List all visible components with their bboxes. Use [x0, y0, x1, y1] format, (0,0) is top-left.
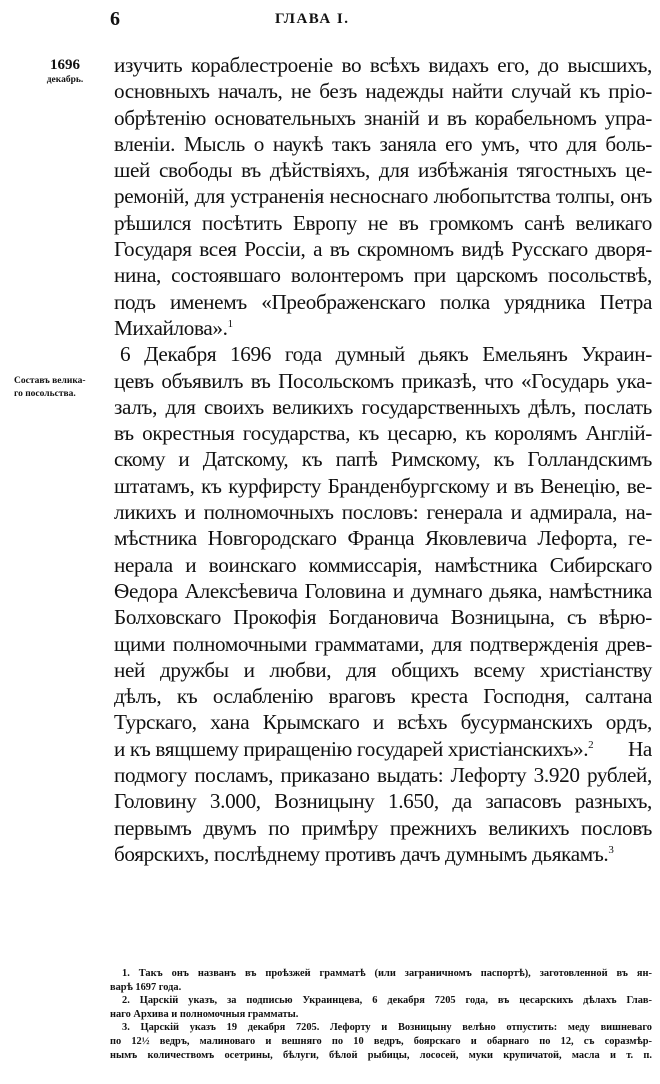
text-line: залъ, для своихъ великихъ государственныхъ дѣлъ, послать: [114, 394, 652, 419]
text-line: Головину 3.000, Возницыну 1.650, да запасовъ разныхъ,: [114, 789, 652, 814]
margin-note-embassy: [14, 375, 114, 401]
text-line: нерала и воинскаго коммиссарія, намѣстника Сибирскаго: [114, 552, 652, 577]
text-line: Государя всея Россіи, а въ скромномъ видѣ Русскаго дворя-: [114, 237, 652, 262]
margin-note-line: го посольства.: [14, 389, 76, 399]
text-fragment: На: [627, 736, 652, 761]
page-number: 6: [110, 8, 120, 30]
margin-note-date: [30, 56, 100, 87]
footnote-1-line: варѣ 1697 года.: [110, 981, 182, 993]
text-line: щими полномочными грамматами, для подтвержденія древ-: [114, 631, 652, 656]
footnote-3-line: 3. Царскій указъ 19 декабря 7205. Лефорту и Возницыну велѣно отпустить: меду вишневаго: [122, 1022, 652, 1034]
margin-note-line: Составъ велика-: [14, 376, 86, 386]
footnote-ref-3[interactable]: 3: [608, 843, 614, 856]
text-line: нина, состоявшаго волонтеромъ при царскомъ посольствѣ,: [114, 263, 652, 288]
text-line: рѣшился посѣтить Европу не въ громкомъ санѣ великаго: [114, 210, 652, 235]
footnote-2-line: наго Архива и полномочныя грамматы.: [110, 1008, 299, 1020]
text-line: Болховскаго Прокофія Богдановича Возницына, съ вѣрю-: [114, 605, 652, 630]
running-head: [0, 8, 660, 32]
text-line: 6 Декабря 1696 года думный дьякъ Емельянъ Украин-: [120, 342, 652, 367]
text-line: Ѳедора Алексѣевича Головина и думнаго дьяка, намѣстника: [114, 578, 652, 603]
text-fragment: боярскихъ, послѣднему противъ дачъ думнымъ дьякамъ.: [114, 841, 609, 866]
chapter-title: ГЛАВА I.: [275, 11, 350, 27]
footnote-2-line: 2. Царскій указъ, за подписью Украинцева, 6 декабря 7205 года, въ цесарскихъ дѣлахъ Глав-: [122, 995, 652, 1007]
text-line: ремоній, для устраненія несноснаго любопытства толпы, онъ: [114, 184, 652, 209]
text-line: обрѣтенію основательныхъ знаній и въ корабельномъ упра-: [114, 105, 652, 130]
text-line: основныхъ началъ, не безъ надежды найти случай къ пріо-: [114, 79, 652, 104]
text-line: шей свободы въ дѣйствіяхъ, для избѣжанія тягостныхъ це-: [114, 158, 652, 183]
text-line: подъ именемъ «Преображенскаго полка урядника Петра: [114, 289, 652, 314]
text-line: вленіи. Мысль о наукѣ такъ заняла его умъ, что для боль-: [114, 131, 652, 156]
text-line-with-ref: [114, 736, 652, 762]
text-fragment: Михайлова».: [114, 315, 228, 340]
text-line: въ окрестныя государства, къ цесарю, къ королямъ Англій-: [114, 421, 652, 446]
text-fragment: и къ вящшему приращенію государей христіанскихъ».: [114, 736, 589, 761]
text-line: штатамъ, къ курфирсту Бранденбургскому и въ Венецію, ве-: [114, 473, 652, 498]
footnote-3-line: по 12½ ведръ, малиноваго и вешняго по 10 ведръ, боярскаго и обарнаго по 12, съ соразмѣр-: [110, 1035, 652, 1047]
footnote-ref-2[interactable]: 2: [588, 738, 594, 751]
text-line: скому и Датскому, къ папѣ Римскому, къ Голландскимъ: [114, 447, 652, 472]
text-line: цевъ объявилъ въ Посольскомъ приказѣ, что «Государь ука-: [114, 368, 652, 393]
text-line: изучить кораблестроеніе во всѣхъ видахъ его, до высшихъ,: [114, 53, 652, 77]
text-line: подмогу посламъ, приказано выдать: Лефорту 3.920 рублей,: [114, 763, 652, 788]
margin-note-month: декабрь.: [46, 75, 84, 85]
text-line-paragraph-end: [114, 315, 652, 341]
body-text: [114, 52, 652, 867]
text-line: мѣстника Новгородскаго Франца Яковлевича Лефорта, ге-: [114, 526, 652, 551]
text-line: ликихъ и полномочныхъ пословъ: генерала и адмирала, на-: [114, 500, 652, 525]
margin-note-year: 1696: [50, 57, 80, 73]
text-line: ней дружбы и любви, для общихъ всему христіанству: [114, 657, 652, 682]
footnotes: [110, 967, 652, 1062]
text-line: дѣлъ, къ ослабленію враговъ креста Господня, салтана: [114, 684, 652, 709]
text-line: Турскаго, хана Крымскаго и всѣхъ бусурманскихъ ордъ,: [114, 710, 652, 735]
text-line-paragraph-end: [114, 841, 652, 867]
text-line: первымъ двумъ по примѣру прежнихъ великихъ пословъ: [114, 815, 652, 840]
footnote-1-line: 1. Такъ онъ названъ въ проѣзжей грамматѣ (или заграничномъ паспортѣ), заготовленной въ ян-: [122, 968, 652, 979]
footnote-ref-1[interactable]: 1: [227, 317, 233, 330]
footnote-3-line: нымъ количествомъ осетрины, бѣлуги, бѣлой рыбицы, лососей, муки крупичатой, масла и т. п.: [110, 1049, 652, 1061]
